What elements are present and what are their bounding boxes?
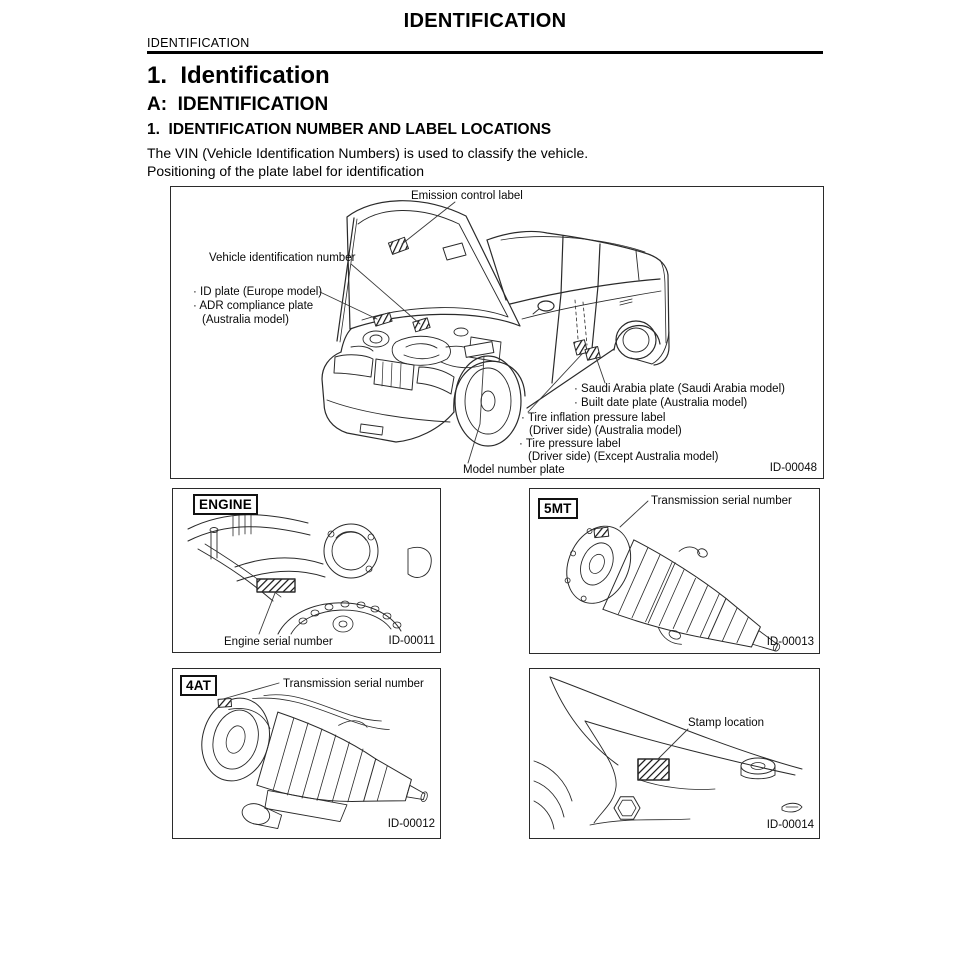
- label-built-date-plate: · Built date plate (Australia model): [574, 397, 748, 409]
- figure-id: ID-00011: [388, 635, 435, 647]
- label-engine-serial: Engine serial number: [224, 636, 333, 648]
- label-model-number-plate: Model number plate: [463, 464, 565, 476]
- at-tag: 4AT: [180, 675, 217, 696]
- label-tire-inflation-2: (Driver side) (Australia model): [529, 425, 682, 437]
- stamp-location-diagram: [530, 669, 819, 838]
- page-subtitle: A: IDENTIFICATION: [147, 94, 329, 115]
- figure-id: ID-00014: [766, 819, 814, 831]
- figure-id: ID-00048: [769, 462, 817, 474]
- section-head: IDENTIFICATION: [147, 36, 250, 50]
- vehicle-label-locations-figure: [170, 186, 824, 479]
- intro-line-1: The VIN (Vehicle Identification Numbers) is used to classify the vehicle.: [147, 145, 589, 161]
- label-tire-pressure-2: (Driver side) (Except Australia model): [528, 451, 719, 463]
- label-transmission-serial: Transmission serial number: [283, 678, 424, 690]
- label-emission-control: Emission control label: [411, 190, 523, 202]
- engine-tag: ENGINE: [193, 494, 258, 515]
- figure-id: ID-00012: [387, 818, 435, 830]
- label-vin: Vehicle identification number: [209, 252, 356, 264]
- page-title: 1. Identification: [147, 62, 330, 89]
- intro-line-2: Positioning of the plate label for identification: [147, 163, 425, 179]
- stamp-location-figure: [529, 668, 820, 839]
- label-saudi-plate: · Saudi Arabia plate (Saudi Arabia model): [574, 383, 785, 395]
- car-diagram: [171, 187, 823, 478]
- label-adr-plate: · ADR compliance plate: [193, 300, 314, 312]
- engine-serial-figure: [172, 488, 441, 653]
- label-transmission-serial: Transmission serial number: [651, 495, 792, 507]
- label-tire-inflation: · Tire inflation pressure label: [521, 412, 666, 424]
- label-stamp-location: Stamp location: [688, 717, 765, 729]
- figure-id: ID-00013: [766, 636, 814, 648]
- mt-serial-figure: [529, 488, 820, 654]
- mt-tag: 5MT: [538, 498, 578, 519]
- header-rule: [147, 51, 823, 54]
- running-head: IDENTIFICATION: [403, 10, 567, 32]
- label-tire-pressure: · Tire pressure label: [519, 438, 621, 450]
- label-id-plate: · ID plate (Europe model): [193, 286, 323, 298]
- label-adr-plate-2: (Australia model): [202, 314, 289, 326]
- section-heading: 1. IDENTIFICATION NUMBER AND LABEL LOCATIONS: [147, 121, 552, 138]
- at-serial-figure: [172, 668, 441, 839]
